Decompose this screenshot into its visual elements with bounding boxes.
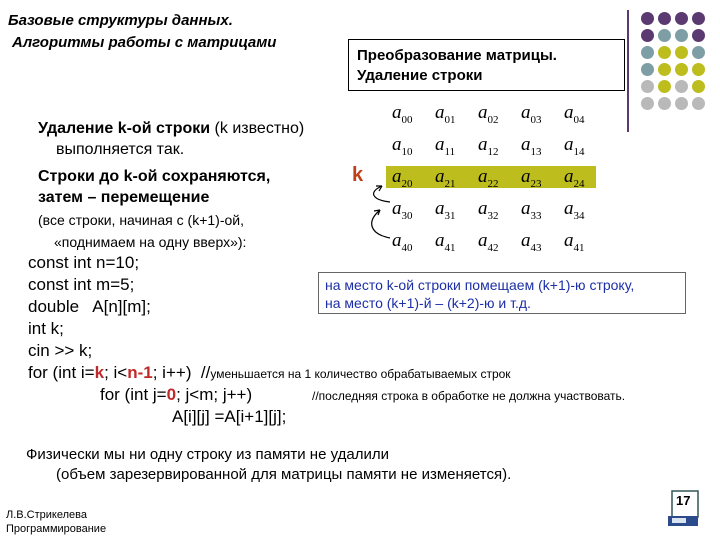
decor-dot xyxy=(658,29,671,42)
matrix-cell: $a_{42}$ xyxy=(478,230,499,254)
conclusion-line-1: Физически мы ни одну строку из памяти не удалили xyxy=(26,446,389,463)
matrix-cell: $a_{23}$ xyxy=(521,166,542,190)
decor-dot xyxy=(692,12,705,25)
code-line-3: double A[n][m]; xyxy=(28,297,151,316)
decor-dot xyxy=(675,80,688,93)
shift-arrows xyxy=(362,176,394,246)
matrix-cell: $a_{02}$ xyxy=(478,102,499,126)
code-l6-comment: уменьшается на 1 количество обрабатываемых строк xyxy=(210,367,511,381)
matrix-row xyxy=(386,102,596,124)
matrix-cell: $a_{30}$ xyxy=(392,198,413,222)
matrix-row xyxy=(386,198,596,220)
matrix-cell-index: 13 xyxy=(530,145,542,158)
code-line-2: const int m=5; xyxy=(28,275,135,294)
matrix-cell: $a_{04}$ xyxy=(564,102,585,126)
matrix-cell: $a_{11}$ xyxy=(435,134,456,158)
matrix-cell-index: 43 xyxy=(530,241,542,254)
k-label: k xyxy=(352,164,364,186)
intro-line-5: (все строки, начиная с (k+1)-ой, xyxy=(38,212,244,228)
code-line-6 xyxy=(28,362,511,385)
matrix-cell-index: 00 xyxy=(401,113,413,126)
decor-dot xyxy=(658,97,671,110)
header-line-2: Алгоритмы работы с матрицами xyxy=(12,34,277,51)
matrix-cell: $a_{33}$ xyxy=(521,198,542,222)
decor-dot xyxy=(692,46,705,59)
title-line-1: Преобразование матрицы. xyxy=(357,47,557,64)
decor-dot xyxy=(692,80,705,93)
matrix-cell-index: 32 xyxy=(487,209,499,222)
matrix-cell-index: 10 xyxy=(401,145,413,158)
decor-dot xyxy=(675,63,688,76)
code-l7-zero: 0 xyxy=(166,385,177,404)
decor-dot xyxy=(641,97,654,110)
matrix-cell-index: 23 xyxy=(530,177,542,190)
code-l6-c: ; i++) // xyxy=(152,363,211,382)
intro-line-1-rest: (k известно) xyxy=(210,120,305,137)
matrix-cell: $a_{32}$ xyxy=(478,198,499,222)
matrix-cell: $a_{40}$ xyxy=(392,230,413,254)
matrix-cell-index: 11 xyxy=(444,145,456,158)
code-l6-n1: n-1 xyxy=(127,363,153,382)
matrix-cell-index: 20 xyxy=(401,177,413,190)
decor-dot xyxy=(675,97,688,110)
matrix-row xyxy=(386,166,596,188)
matrix-cell: $a_{14}$ xyxy=(564,134,585,158)
matrix-cell-index: 03 xyxy=(530,113,542,126)
note-box xyxy=(318,272,686,314)
matrix-cell: $a_{10}$ xyxy=(392,134,413,158)
code-l7-a: for (int j= xyxy=(100,385,167,404)
decor-dot xyxy=(658,63,671,76)
intro-line-1 xyxy=(38,119,304,139)
matrix-cell-index: 14 xyxy=(573,145,585,158)
matrix-cell-index: 30 xyxy=(401,209,413,222)
code-line-8: A[i][j] =A[i+1][j]; xyxy=(172,407,287,426)
matrix-cell-index: 40 xyxy=(401,241,413,254)
note-line-2: на место (k+1)-й – (k+2)-ю и т.д. xyxy=(325,295,531,311)
matrix-row xyxy=(386,134,596,156)
conclusion-line-2: (объем зарезервированной для матрицы памяти не изменяется). xyxy=(56,466,512,483)
decor-dot xyxy=(692,29,705,42)
matrix-cell-index: 41 xyxy=(444,241,456,254)
matrix-cell: $a_{20}$ xyxy=(392,166,413,190)
matrix-cell: $a_{31}$ xyxy=(435,198,456,222)
matrix-cell: $a_{01}$ xyxy=(435,102,456,126)
matrix-cell: $a_{34}$ xyxy=(564,198,585,222)
matrix-cell-index: 34 xyxy=(573,209,585,222)
matrix-cell: $a_{21}$ xyxy=(435,166,456,190)
matrix-cell-index: 42 xyxy=(487,241,499,254)
intro-line-4: затем – перемещение xyxy=(38,189,210,206)
code-line-7 xyxy=(100,384,252,406)
matrix-cell: $a_{24}$ xyxy=(564,166,585,190)
decor-dot xyxy=(658,46,671,59)
intro-line-3: Строки до k-ой сохраняются, xyxy=(38,168,271,185)
footer-author: Л.В.Стрикелева xyxy=(6,509,87,521)
matrix-cell: $a_{03}$ xyxy=(521,102,542,126)
matrix-cell: $a_{43}$ xyxy=(521,230,542,254)
code-l6-k: k xyxy=(94,363,105,382)
matrix-cell: $a_{13}$ xyxy=(521,134,542,158)
decor-vertical-line xyxy=(627,10,629,132)
title-line-2: Удаление строки xyxy=(357,67,483,84)
slide-number-icon xyxy=(664,488,700,528)
matrix-cell: $a_{22}$ xyxy=(478,166,499,190)
matrix-row xyxy=(386,230,596,252)
title-box xyxy=(348,39,625,91)
matrix-cell: $a_{41}$ xyxy=(564,230,585,254)
intro-line-6: «поднимаем на одну вверх»): xyxy=(54,234,247,250)
matrix-cell-index: 01 xyxy=(444,113,456,126)
code-l6-a: for (int i= xyxy=(28,363,95,382)
code-line-1: const int n=10; xyxy=(28,253,140,272)
matrix-cell-index: 12 xyxy=(487,145,499,158)
code-l6-b: ; i< xyxy=(104,363,128,382)
matrix-cell-index: 21 xyxy=(444,177,456,190)
decor-dot xyxy=(692,97,705,110)
code-l7-comment: //последняя строка в обработке не должна участвовать. xyxy=(312,389,626,403)
matrix-cell-index: 04 xyxy=(573,113,585,126)
matrix-cell-index: 41 xyxy=(573,241,585,254)
decor-dot xyxy=(658,12,671,25)
arrow-curve-2 xyxy=(372,210,390,238)
decor-dot xyxy=(692,63,705,76)
note-line-1: на место k-ой строки помещаем (k+1)-ю строку, xyxy=(325,277,635,293)
slide-number: 17 xyxy=(676,493,691,508)
matrix-cell-index: 33 xyxy=(530,209,542,222)
matrix-cell: $a_{41}$ xyxy=(435,230,456,254)
decor-dot xyxy=(641,29,654,42)
arrow-curve-1 xyxy=(374,186,390,202)
header-line-1: Базовые структуры данных. xyxy=(8,12,233,29)
intro-line-1-bold: Удаление k-ой строки xyxy=(38,120,211,137)
matrix-cell-index: 22 xyxy=(487,177,499,190)
decor-dot xyxy=(675,46,688,59)
code-line-5: cin >> k; xyxy=(28,341,93,360)
decor-dot xyxy=(675,29,688,42)
matrix-cell-index: 31 xyxy=(444,209,456,222)
code-l7-b: ; j<m; j++) xyxy=(176,385,253,404)
footer-course: Программирование xyxy=(6,523,107,535)
code-line-4: int k; xyxy=(28,319,64,338)
matrix-cell: $a_{00}$ xyxy=(392,102,413,126)
decor-dot xyxy=(641,12,654,25)
matrix-cell: $a_{12}$ xyxy=(478,134,499,158)
slide-icon-base-panel xyxy=(672,518,686,523)
decor-dot xyxy=(641,80,654,93)
matrix-cell-index: 02 xyxy=(487,113,499,126)
decor-dot xyxy=(658,80,671,93)
matrix-cell-index: 24 xyxy=(573,177,585,190)
intro-line-2: выполняется так. xyxy=(56,141,185,158)
decor-dot xyxy=(641,63,654,76)
decor-dot xyxy=(641,46,654,59)
decor-dot xyxy=(675,12,688,25)
